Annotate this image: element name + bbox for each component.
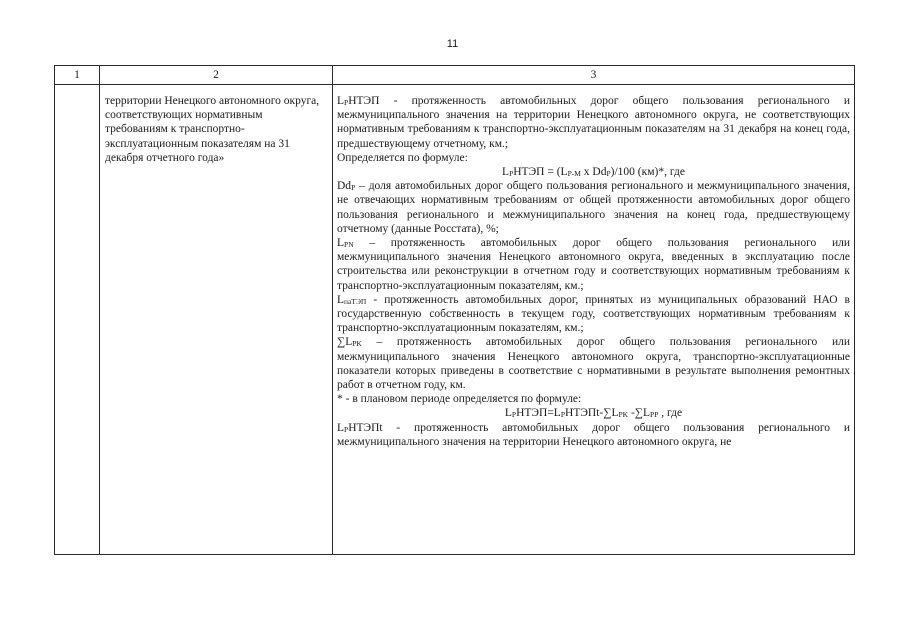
text-segment: ∑L: [337, 336, 353, 349]
paragraph-p2: [337, 151, 850, 165]
text-segment: - протяженность автомобильных дорог, принятых из муниципальных образований НАО в государственную собственность в текущем году, соответствующих нормативным требованиям к транспортно-эксплуатационным показателям, км.;: [337, 293, 850, 335]
subscript: PN: [344, 240, 354, 250]
text-segment: – доля автомобильных дорог общего пользования регионального и межмуниципального значения, не отвечающих нормативным требованиям от общей протяженности автомобильных дорог общего пользования регионального и межмуниципального значения на конец года, предшествующему отчетному (данные Росстата), %;: [337, 180, 850, 235]
subscript: P: [511, 410, 517, 420]
subscript: P-M: [567, 169, 581, 179]
text-segment: – протяженность автомобильных дорог общего пользования регионального или межмуниципального значения Ненецкого автономного округа, транспортно-эксплуатационные показатели которых приведены в соответствие с нормативными в результате выполнения ремонтных работ в отчетном году, км.: [337, 336, 850, 392]
header-cell-2: 2: [100, 66, 333, 85]
subscript: P: [560, 410, 566, 420]
paragraph-p6: [337, 335, 850, 392]
text-segment: – протяженность автомобильных дорог общего пользования регионального или межмуниципального значения Ненецкого автономного округа, введенных в эксплуатацию после строительства или реконструкции в отчетном году и соответствующих нормативным требованиям к транспортно-эксплуатационным показателям, км.;: [337, 237, 850, 292]
subscript: P: [344, 98, 349, 107]
subscript: PP: [650, 410, 659, 420]
subscript: PK: [618, 410, 629, 420]
text-segment: НТЭП - протяженность автомобильных дорог общего пользования регионального и межмуниципального значения на территории Ненецкого автономного округа, не соответствующих нормативным требованиям к транспортно-эксплуатационным показателям на 31 декабря на конец года, предшествующему отчетному, км.;: [337, 95, 850, 150]
text-segment: L: [337, 421, 345, 434]
indicator-name-cell: территории Ненецкого автономного округа, соответствующих нормативным требованиям к транспортно-эксплуатационным показателям на 31 декабря отчетного года»: [100, 85, 333, 555]
text-segment: )/100 (км)*, где: [610, 166, 685, 179]
text-segment: * - в плановом периоде определяется по формуле:: [337, 393, 582, 406]
row-number-cell: [55, 85, 100, 555]
paragraph-p1: [337, 94, 850, 151]
table-row: [55, 85, 855, 555]
text-segment: НТЭП=L: [516, 407, 561, 420]
paragraph-p5: [337, 293, 850, 336]
subscript: P: [344, 424, 349, 434]
page-number: 11: [446, 38, 459, 50]
text-segment: x Dd: [580, 166, 607, 179]
text-segment: -∑L: [628, 407, 651, 420]
paragraph-p3: [337, 179, 850, 236]
text-segment: , где: [658, 407, 683, 420]
formula-f2: [337, 406, 850, 420]
paragraph-p8: [337, 421, 850, 449]
subscript: P: [606, 169, 611, 179]
header-cell-3: 3: [333, 66, 855, 85]
text-segment: НТЭПt - протяженность автомобильных дорог общего пользования регионального и межмуниципального значения на территории Ненецкого автономного округа, не: [337, 421, 850, 448]
header-cell-1: 1: [55, 66, 100, 85]
formula-f1: [337, 165, 850, 179]
text-segment: L: [337, 237, 345, 250]
subscript: P: [509, 169, 514, 179]
text-segment: Определяется по формуле:: [337, 151, 468, 164]
subscript: PK: [352, 339, 362, 349]
paragraph-p4: [337, 236, 850, 293]
calculation-method-cell: [333, 85, 855, 555]
paragraph-p7: [337, 392, 850, 406]
text-segment: L: [337, 293, 345, 306]
text-segment: НТЭПt-∑L: [565, 407, 619, 420]
text-segment: L: [502, 166, 510, 179]
indicator-table: [54, 65, 855, 555]
subscript: P: [351, 183, 356, 193]
subscript: паТЭП: [344, 296, 367, 306]
text-segment: L: [337, 95, 345, 107]
text-segment: НТЭП = (L: [513, 166, 568, 179]
text-segment: Dd: [337, 180, 352, 193]
text-segment: L: [504, 407, 512, 420]
table-header-row: [55, 66, 855, 85]
